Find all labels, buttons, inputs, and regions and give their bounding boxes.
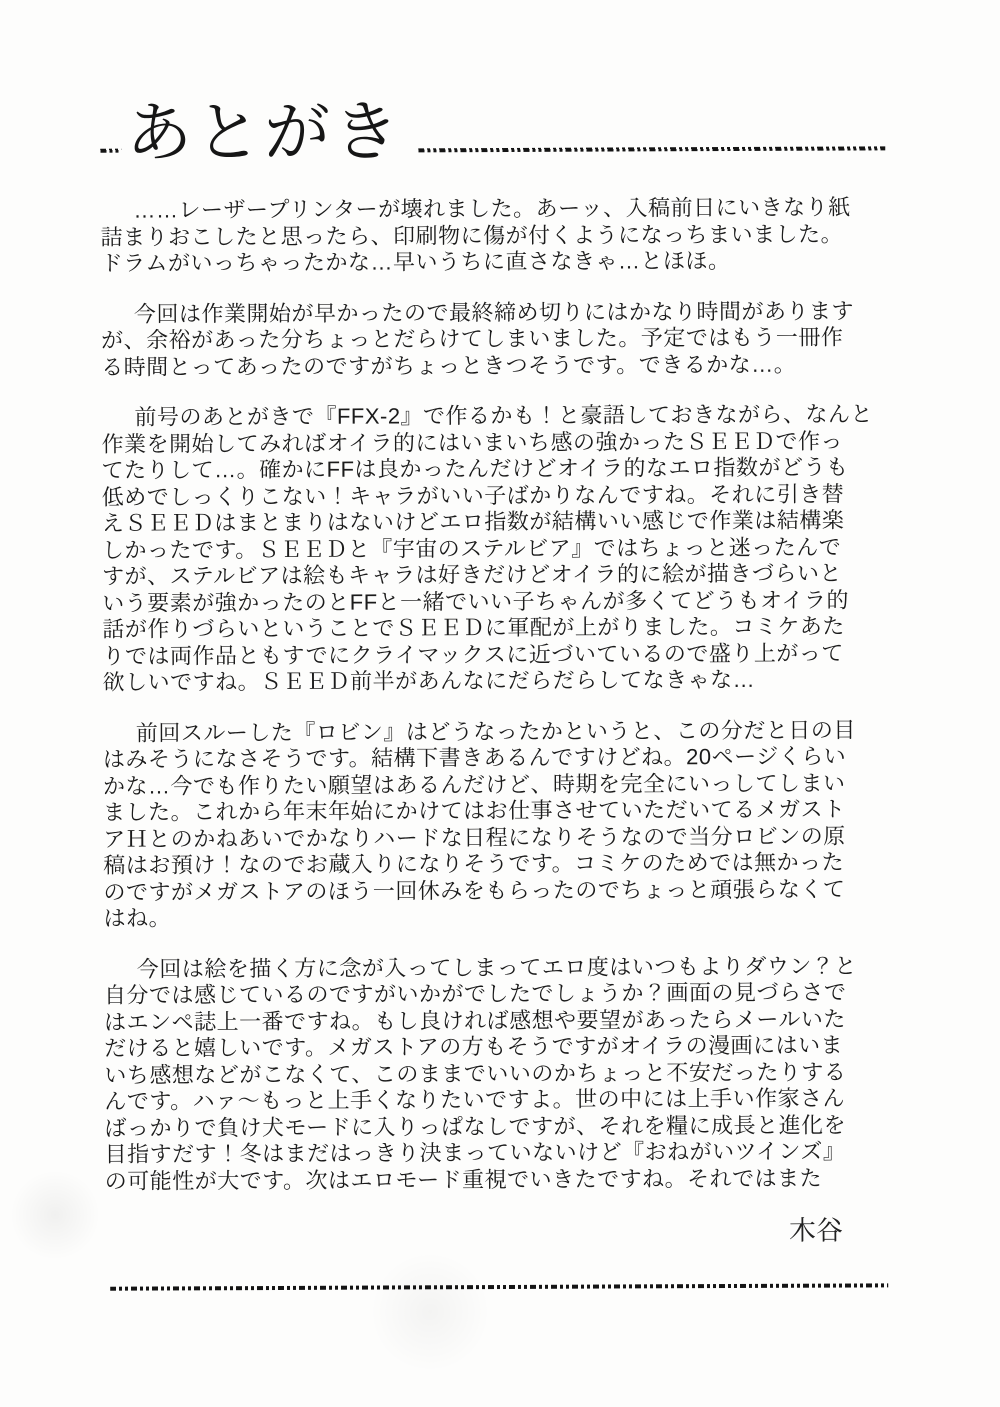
paragraph-schedule: 今回は作業開始が早かったので最終締め切りにはかなり時間があります が、余裕があった分ちょっとだらけてしまいました。予定ではもう一冊作 る時間とってあったのですがちょっときつそうです。できるかな…。: [101, 297, 855, 380]
afterword-body: [100, 194, 906, 1194]
title-rule-left: [100, 149, 121, 153]
title-rule-right: [418, 146, 885, 152]
paragraph-printer-broke: ……レーザープリンターが壊れました。あーッ、入稿前日にいきなり紙 詰まりおこしたと思ったら、印刷物に傷が付くようになっちまいました。 ドラムがいっちゃったかな…早いうちに直さなきゃ…とほほ。: [100, 194, 851, 276]
title-row: [100, 90, 902, 173]
paragraph-seed-choice: 前号のあとがきで『FFX-2』で作るかも！と豪語しておきながら、なんと 作業を開始してみればオイラ的にはいまいち感の強かったＳＥＥＤで作っ てたりして…。確かにFFは良かったんだけどオイラ的なエロ指数がどうも 低めでしっくりこない！キャラがいい子ばかりなんですね。それに引き替 えＳＥＥＤはまとまりはないけどエロ指数が結構いい感じで作業は結構楽 しかったです。ＳＥＥＤと『宇宙のステルビア』ではちょっと迷ったんで すが、ステルビアは絵もキャラは好きだけどオイラ的に絵が描きづらいと いう要素が強かったのとFFと一緒でいい子ちゃんが多くてどうもオイラ的 話が作りづらいということでＳＥＥＤに軍配が上がりました。コミケあた りでは両作品ともすでにクライマックスに近づいているので盛り上がって 欲しいですね。ＳＥＥＤ前半があんなにだらだらしてなきゃな…: [101, 401, 874, 695]
bottom-rule: [110, 1283, 888, 1290]
author-signature: 木谷: [788, 1215, 844, 1246]
paragraph-robin-status: 前回スルーした『ロビン』はどうなったかというと、この分だと日の目 はみそうになさそうです。結構下書きあるんですけどね。20ページくらい かな…今でも作りたい願望はあるんだけど、時期を完全にいっしてしまい ました。これから年末年始にかけてはお仕事させていただいてるメガスト アＨとのかねあいでかなりハードな日程になりそうなので当分ロビンの原 稿はお預け！なのでお蔵入りになりそうです。コミケのためでは無かった のですがメガストアのほう一回休みをもらったのでちょっと頑張らなくて はね。: [102, 716, 856, 931]
page-content: [100, 90, 907, 1290]
paragraph-closing-thoughts: 今回は絵を描く方に念が入ってしまってエロ度はいつもよりダウン？と 自分では感じているのですがいかがでしたでしょうか？画面の見づらさで はエンペ誌上一番ですね。もし良ければ感想や要望があったらメールいた だけると嬉しいです。メガストアの方もそうですがオイラの漫画にはいま いち感想などがこなくて、このままでいいのかちょっと不安だったりする んです。ハァ～もっと上手くなりたいですよ。世の中には上手い作家さん ばっかりで負け犬モードに入りっぱなしですが、それを糧に成長と進化を 目指すだす！冬はまだはっきり決まっていないけど『おねがいツインズ』 の可能性が大です。次はエロモード重視でいきたですね。それではまた: [103, 952, 857, 1194]
page-title: あとがき: [126, 94, 403, 170]
